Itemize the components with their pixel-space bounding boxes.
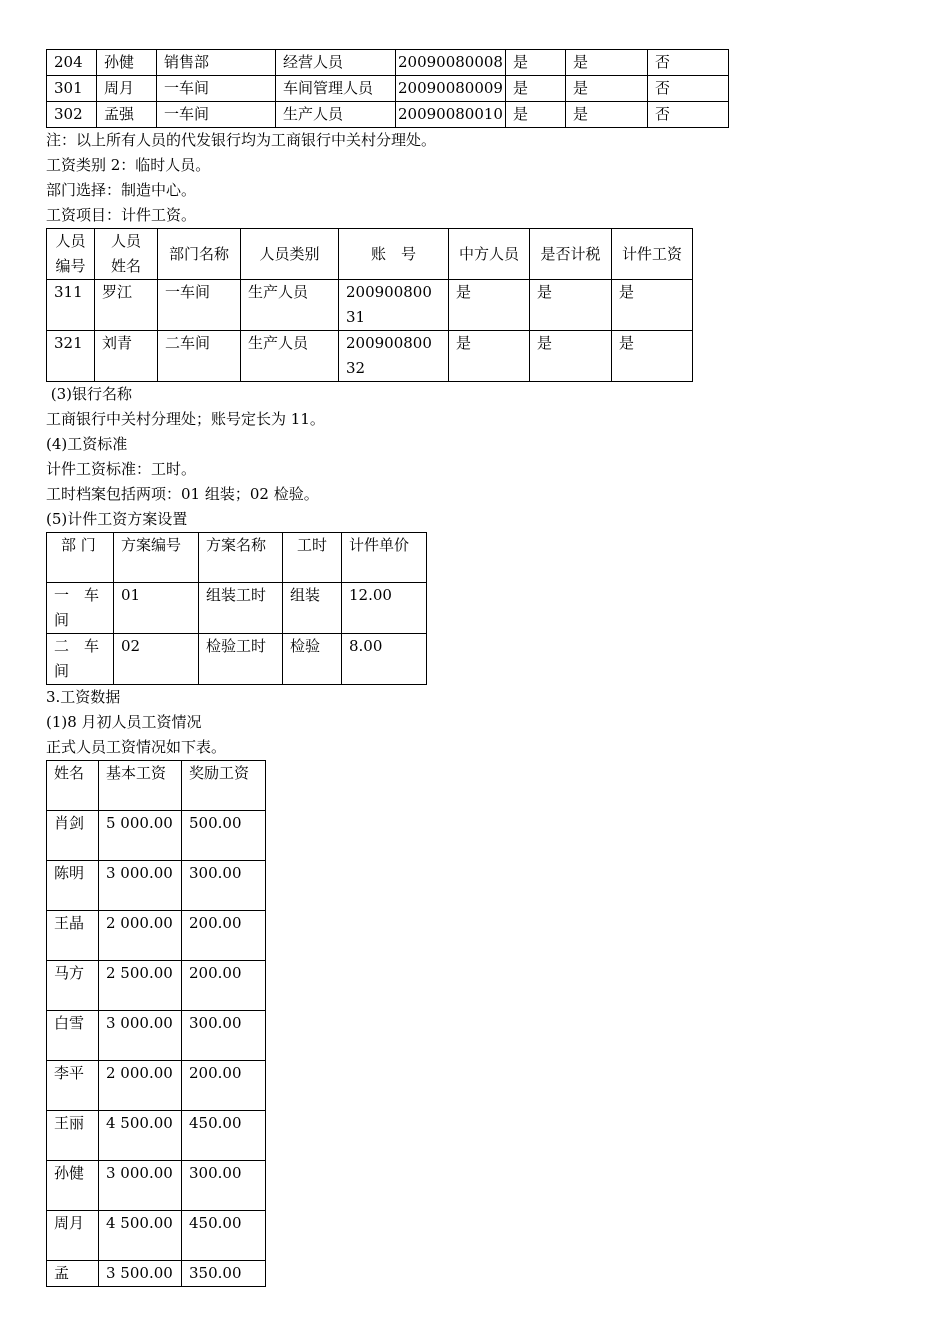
table-cell: 是: [449, 280, 530, 331]
table-cell: 3 000.00: [99, 1011, 182, 1061]
table-row: [47, 280, 693, 331]
section-heading-standard: (4)工资标准: [46, 435, 128, 453]
table-cell: 02: [114, 634, 199, 685]
paragraph: 工商银行中关村分理处；账号定长为 11。: [46, 410, 325, 428]
table-cell: 经营人员: [276, 50, 396, 76]
table-cell: 周月: [47, 1211, 99, 1261]
table-cell: 8.00: [342, 634, 427, 685]
paragraph: 工资类别 2：临时人员。: [46, 156, 211, 174]
table-cell: 311: [47, 280, 95, 331]
table-cell: 否: [647, 50, 728, 76]
table-cell: 是: [565, 102, 647, 128]
paragraph: 工时档案包括两项：01 组装；02 检验。: [46, 485, 319, 503]
section-heading-scheme: (5)计件工资方案设置: [46, 510, 188, 528]
table-cell: 20090080032: [339, 331, 449, 382]
table-cell: 生产人员: [241, 280, 339, 331]
header-cell-unit-price: 计件单价: [342, 533, 427, 583]
table-cell: 孟强: [97, 102, 157, 128]
header-cell-account: 账 号: [339, 229, 449, 280]
wage-table: [46, 760, 266, 1287]
table-cell: 一 车间: [47, 583, 114, 634]
paragraph: 正式人员工资情况如下表。: [46, 738, 227, 756]
table-cell: 孟: [47, 1261, 99, 1287]
table-cell: 周月: [97, 76, 157, 102]
table-cell: 2 000.00: [99, 1061, 182, 1111]
table-cell: 4 500.00: [99, 1111, 182, 1161]
table-cell: 孙健: [47, 1161, 99, 1211]
document-page: [46, 49, 906, 1287]
table-cell: 01: [114, 583, 199, 634]
table-cell: 是: [565, 50, 647, 76]
table-cell: 200.00: [182, 1061, 266, 1111]
header-line: 编号: [55, 257, 86, 275]
table-cell: 12.00: [342, 583, 427, 634]
table-row: [47, 50, 729, 76]
header-cell-bonus-wage: 奖励工资: [182, 761, 266, 811]
table-cell: 是: [530, 280, 612, 331]
table-cell: 3 000.00: [99, 861, 182, 911]
table-cell: 301: [47, 76, 97, 102]
table-cell: 一车间: [158, 280, 241, 331]
table-cell: 检验: [283, 634, 342, 685]
table-cell: 2 500.00: [99, 961, 182, 1011]
table-cell: 一车间: [157, 102, 276, 128]
header-cell-department: 部门名称: [158, 229, 241, 280]
header-cell-piece-wage: 计件工资: [612, 229, 693, 280]
table-row: [47, 861, 266, 911]
table-cell: 是: [565, 76, 647, 102]
table-cell: 是: [449, 331, 530, 382]
table-cell: 20090080008: [396, 50, 506, 76]
table-cell: 二车间: [158, 331, 241, 382]
table-cell: 一车间: [157, 76, 276, 102]
table-cell: 204: [47, 50, 97, 76]
table-cell: 20090080031: [339, 280, 449, 331]
table-cell: 车间管理人员: [276, 76, 396, 102]
header-cell-category: 人员类别: [241, 229, 339, 280]
table-row: [47, 76, 729, 102]
header-cell-department: 部 门: [47, 533, 114, 583]
table-row: [47, 1261, 266, 1287]
table-cell: 300.00: [182, 1161, 266, 1211]
table-cell: 检验工时: [199, 634, 283, 685]
table-row: [47, 102, 729, 128]
table-cell: 是: [505, 102, 565, 128]
table-cell: 302: [47, 102, 97, 128]
table-cell: 是: [612, 331, 693, 382]
table-header-row: [47, 533, 427, 583]
table-row: [47, 331, 693, 382]
table-cell: 是: [612, 280, 693, 331]
header-cell-chinese-staff: 中方人员: [449, 229, 530, 280]
table-row: [47, 1161, 266, 1211]
table-cell: 生产人员: [241, 331, 339, 382]
table-cell: 200.00: [182, 961, 266, 1011]
section-heading-bank: (3)银行名称: [46, 385, 133, 403]
table-cell: 500.00: [182, 811, 266, 861]
table-cell: 组装工时: [199, 583, 283, 634]
table-cell: 350.00: [182, 1261, 266, 1287]
table-cell: 生产人员: [276, 102, 396, 128]
table-cell: 二 车间: [47, 634, 114, 685]
header-cell-name: 姓名: [47, 761, 99, 811]
header-cell-hours: 工时: [283, 533, 342, 583]
table-cell: 白雪: [47, 1011, 99, 1061]
header-line: 人员: [55, 232, 86, 250]
table-row: [47, 1211, 266, 1261]
table-row: [47, 911, 266, 961]
table-cell: 销售部: [157, 50, 276, 76]
paragraph: 工资项目：计件工资。: [46, 206, 197, 224]
employee-table-continued: [46, 49, 729, 128]
table-cell: 450.00: [182, 1211, 266, 1261]
table-row: [47, 1061, 266, 1111]
table-cell: 3 000.00: [99, 1161, 182, 1211]
table-cell: 否: [647, 76, 728, 102]
table-cell: 孙健: [97, 50, 157, 76]
table-cell: 2 000.00: [99, 911, 182, 961]
table-row: [47, 1011, 266, 1061]
header-cell-taxable: 是否计税: [530, 229, 612, 280]
table-cell: 300.00: [182, 1011, 266, 1061]
header-line: 人员: [110, 232, 141, 250]
note-paragraph: 注：以上所有人员的代发银行均为工商银行中关村分理处。: [46, 131, 437, 149]
table-cell: 否: [647, 102, 728, 128]
section-heading-august: (1)8 月初人员工资情况: [46, 713, 202, 731]
header-cell-employee-id: [47, 229, 95, 280]
header-cell-employee-name: [95, 229, 158, 280]
table-cell: 王丽: [47, 1111, 99, 1161]
table-cell: 5 000.00: [99, 811, 182, 861]
table-row: [47, 1111, 266, 1161]
table-cell: 300.00: [182, 861, 266, 911]
paragraph: 部门选择：制造中心。: [46, 181, 197, 199]
table-cell: 20090080010: [396, 102, 506, 128]
table-cell: 450.00: [182, 1111, 266, 1161]
table-cell: 200.00: [182, 911, 266, 961]
header-cell-basic-wage: 基本工资: [99, 761, 182, 811]
paragraph: 计件工资标准：工时。: [46, 460, 197, 478]
table-header-row: [47, 761, 266, 811]
table-cell: 刘青: [95, 331, 158, 382]
table-cell: 3 500.00: [99, 1261, 182, 1287]
table-row: [47, 811, 266, 861]
table-cell: 陈明: [47, 861, 99, 911]
table-row: [47, 634, 427, 685]
table-cell: 罗江: [95, 280, 158, 331]
table-cell: 组装: [283, 583, 342, 634]
table-cell: 李平: [47, 1061, 99, 1111]
table-cell: 肖剑: [47, 811, 99, 861]
header-cell-scheme-name: 方案名称: [199, 533, 283, 583]
table-row: [47, 583, 427, 634]
header-cell-scheme-id: 方案编号: [114, 533, 199, 583]
temporary-staff-table: [46, 228, 693, 382]
table-cell: 20090080009: [396, 76, 506, 102]
table-cell: 是: [505, 76, 565, 102]
piece-rate-scheme-table: [46, 532, 427, 685]
table-header-row: [47, 229, 693, 280]
table-row: [47, 961, 266, 1011]
table-cell: 王晶: [47, 911, 99, 961]
table-cell: 321: [47, 331, 95, 382]
header-line: 姓名: [110, 257, 141, 275]
table-cell: 马方: [47, 961, 99, 1011]
table-cell: 4 500.00: [99, 1211, 182, 1261]
table-cell: 是: [530, 331, 612, 382]
section-heading-wage-data: 3.工资数据: [46, 688, 121, 706]
table-cell: 是: [505, 50, 565, 76]
